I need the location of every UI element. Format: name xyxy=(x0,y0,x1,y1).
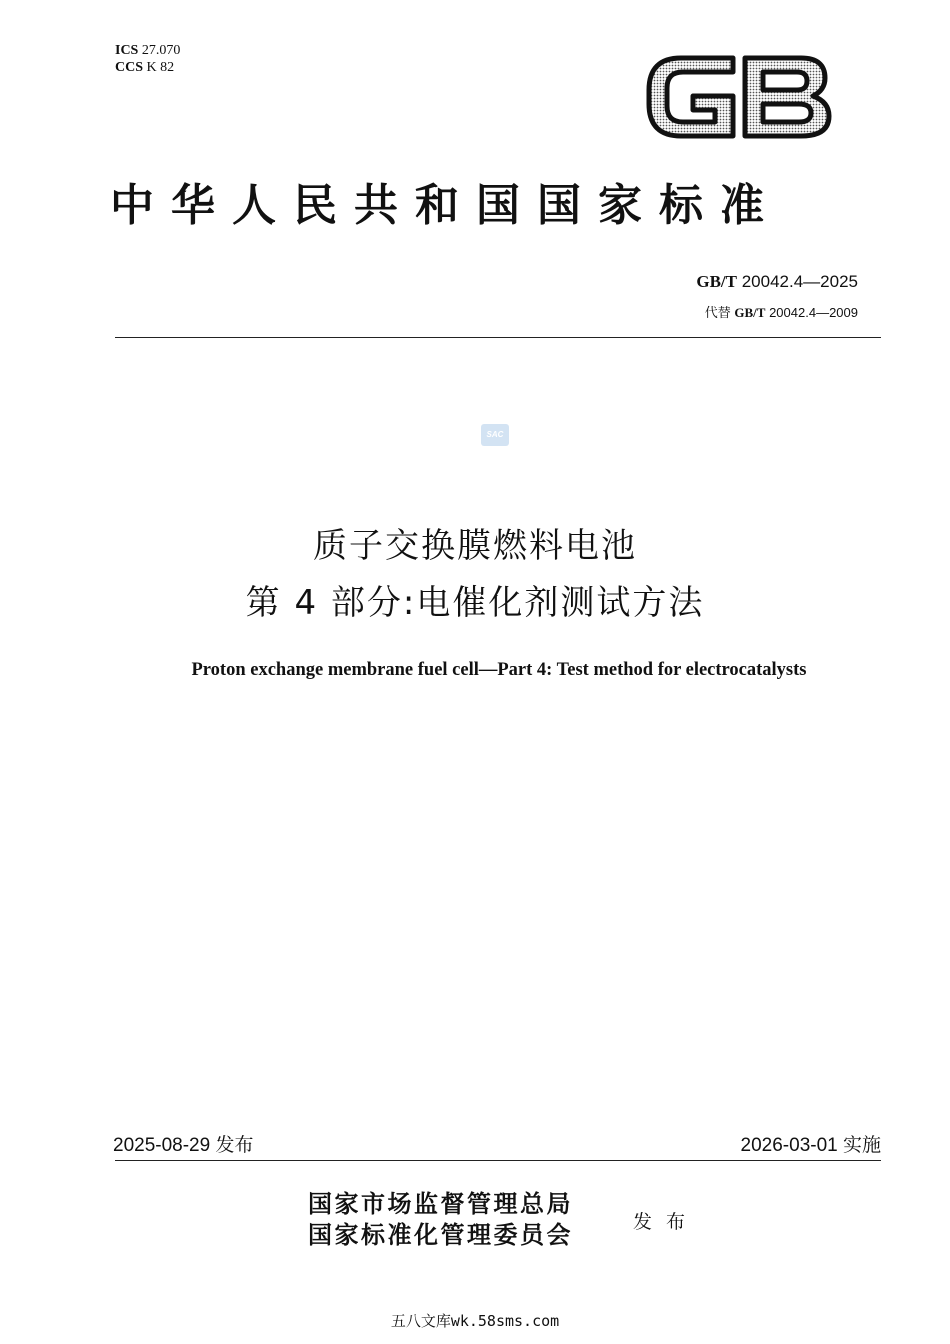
chinese-title-line-1: 质子交换膜燃料电池 xyxy=(313,526,637,566)
standard-number xyxy=(696,272,858,292)
ics-label: ICS xyxy=(115,43,139,58)
replaces-label: 代替 xyxy=(704,305,731,320)
ccs-code xyxy=(115,59,180,76)
issuing-authorities xyxy=(308,1188,573,1250)
issuer-line-2: 国家标准化管理委员会 xyxy=(308,1220,573,1249)
replaces-standard xyxy=(705,302,858,321)
bottom-divider xyxy=(115,1160,881,1161)
gb-logo xyxy=(641,46,833,148)
gb-logo-text: GB xyxy=(641,46,643,47)
replaces-value: 20042.4—2009 xyxy=(769,305,858,320)
issue-date: 2025-08-29 发布 xyxy=(113,1135,254,1156)
sac-mark-icon: SAC xyxy=(481,424,509,446)
publish-label: 发布 xyxy=(633,1211,700,1233)
issuer-line-1: 国家市场监督管理总局 xyxy=(308,1189,573,1218)
national-standard-title: 中华人民共和国国家标准 xyxy=(110,180,781,231)
implementation-date: 2026-03-01 实施 xyxy=(740,1135,881,1156)
standard-number-value: 20042.4—2025 xyxy=(741,272,858,291)
ccs-value: K 82 xyxy=(146,60,175,75)
standard-number-prefix: GB/T xyxy=(696,272,737,291)
ics-code xyxy=(115,42,180,59)
classification-codes xyxy=(115,42,180,76)
chinese-title-line-2: 第 4 部分:电催化剂测试方法 xyxy=(245,583,705,623)
top-divider xyxy=(115,337,881,338)
english-title: Proton exchange membrane fuel cell—Part 4: Test method for electrocatalysts xyxy=(191,660,807,680)
ics-value: 27.070 xyxy=(141,43,181,58)
watermark-text: 五八文库wk.58sms.com xyxy=(390,1312,560,1330)
ccs-label: CCS xyxy=(115,60,144,75)
replaces-prefix: GB/T xyxy=(734,305,766,320)
